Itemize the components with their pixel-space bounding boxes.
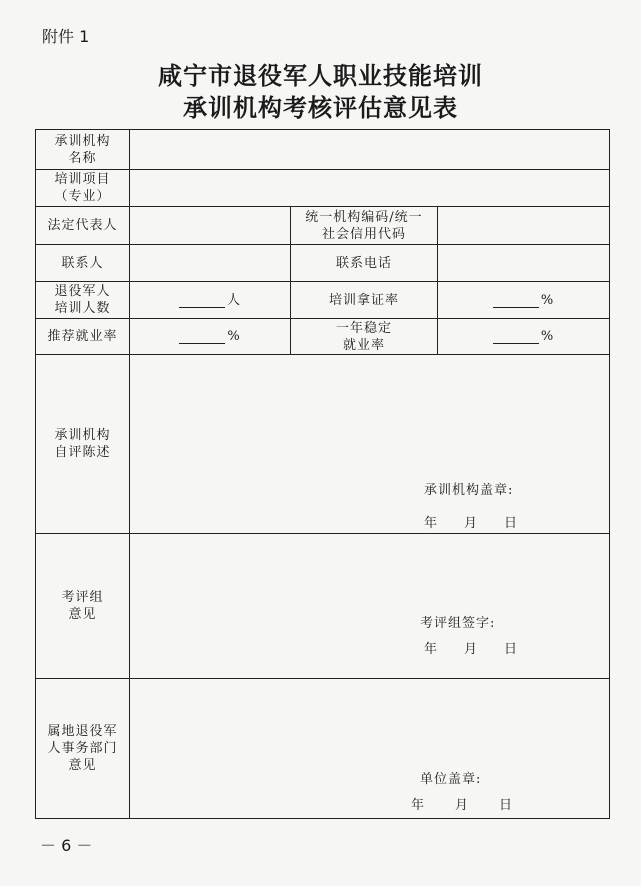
self-eval-label: 承训机构 自评陈述 <box>54 428 111 460</box>
org-seal-label: 承训机构盖章: <box>424 483 514 498</box>
dept-label: 属地退役军 人事务部门 意见 <box>47 724 118 773</box>
table-border-bottom <box>35 818 610 819</box>
org-name-field[interactable] <box>130 130 609 169</box>
phone-label: 联系电话 <box>335 255 392 271</box>
table-border-right <box>609 129 610 819</box>
review-date: 年 月 日 <box>424 642 519 657</box>
org-name-label: 承训机构 名称 <box>54 133 111 166</box>
org-seal-date: 年 月 日 <box>424 516 519 531</box>
cert-rate-blank[interactable] <box>493 293 539 308</box>
review-field[interactable] <box>130 534 609 678</box>
employment-rate-label: 推荐就业率 <box>47 329 118 344</box>
stable-rate-blank[interactable] <box>493 329 539 344</box>
cert-rate-field[interactable] <box>438 282 609 318</box>
trainees-blank[interactable] <box>179 293 225 308</box>
self-eval-field[interactable] <box>130 355 609 533</box>
cert-rate-label: 培训拿证率 <box>328 292 399 308</box>
dept-field[interactable] <box>130 679 609 818</box>
stable-rate-label: 一年稳定 就业率 <box>335 320 392 353</box>
org-code-field[interactable] <box>438 207 609 244</box>
form-title-line1: 咸宁市退役军人职业技能培训 <box>158 61 483 90</box>
training-project-label: 培训项目 （专业） <box>54 172 111 204</box>
trainees-label: 退役军人 培训人数 <box>54 284 111 316</box>
employment-rate-blank[interactable] <box>179 329 225 344</box>
unit-seal-label: 单位盖章: <box>420 772 482 787</box>
phone-field[interactable] <box>438 245 609 281</box>
cert-rate-unit: % <box>540 292 555 308</box>
review-sign-label: 考评组签字: <box>420 616 496 631</box>
employment-rate-unit: % <box>227 329 241 344</box>
employment-rate-field[interactable] <box>130 319 290 354</box>
form-title-line2: 承训机构考核评估意见表 <box>183 93 458 122</box>
contact-label: 联系人 <box>61 255 104 271</box>
org-code-label: 统一机构编码/统一 社会信用代码 <box>305 209 423 242</box>
review-label: 考评组 意见 <box>61 590 104 622</box>
page-number: － 6 － <box>40 836 93 855</box>
trainees-unit: 人 <box>226 292 241 308</box>
training-project-field[interactable] <box>130 170 609 206</box>
legal-rep-label: 法定代表人 <box>47 218 118 233</box>
stable-rate-field[interactable] <box>438 319 609 354</box>
unit-seal-date: 年 月 日 <box>411 798 514 813</box>
attachment-label: 附件 1 <box>42 27 90 46</box>
trainees-field[interactable] <box>130 282 290 318</box>
legal-rep-field[interactable] <box>130 207 290 244</box>
stable-rate-unit: % <box>540 329 555 344</box>
contact-field[interactable] <box>130 245 290 281</box>
